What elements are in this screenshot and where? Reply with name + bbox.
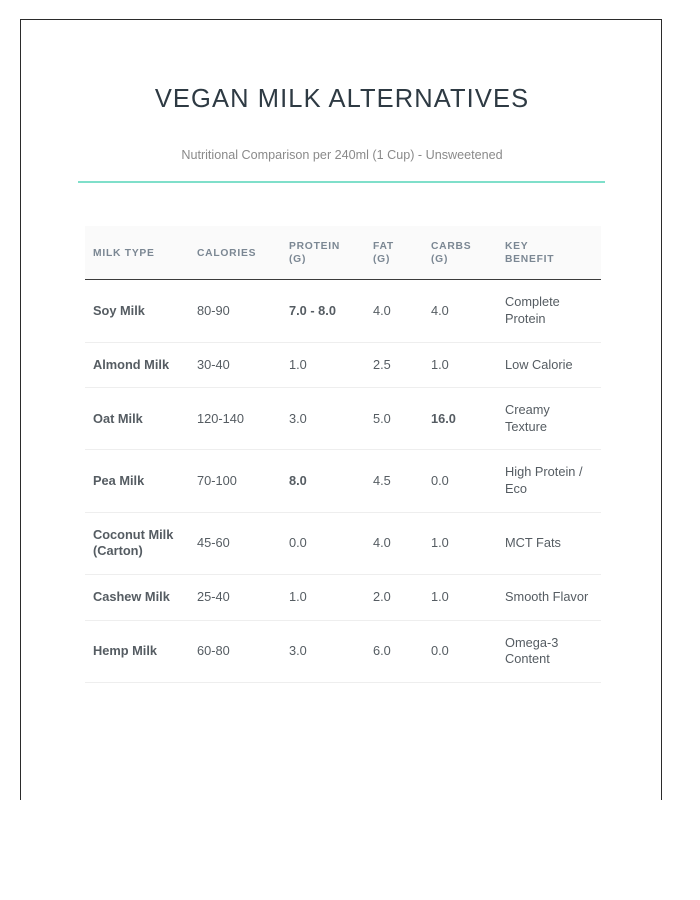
cell-fat: 4.0 [365, 280, 423, 342]
cell-milk-type: Oat Milk [85, 388, 189, 450]
cell-protein: 0.0 [281, 512, 365, 574]
cell-calories: 60-80 [189, 620, 281, 682]
cell-calories: 80-90 [189, 280, 281, 342]
cell-calories: 45-60 [189, 512, 281, 574]
cell-milk-type: Hemp Milk [85, 620, 189, 682]
cell-protein: 3.0 [281, 620, 365, 682]
table-row [85, 512, 601, 574]
cell-carbs: 16.0 [423, 388, 497, 450]
column-header-key-benefit [497, 226, 601, 280]
cell-milk-type: Soy Milk [85, 280, 189, 342]
column-header-calories: CALORIES [189, 226, 281, 280]
column-header-milk-type: MILK TYPE [85, 226, 189, 280]
cell-key-benefit: MCT Fats [497, 512, 601, 574]
table-body [85, 280, 601, 683]
cell-calories: 120-140 [189, 388, 281, 450]
page-title: VEGAN MILK ALTERNATIVES [154, 85, 530, 113]
cell-milk-type: Cashew Milk [85, 574, 189, 620]
column-header-unit: (G) [289, 254, 307, 266]
table-row [85, 388, 601, 450]
cell-protein: 8.0 [281, 450, 365, 512]
cell-fat: 2.5 [365, 342, 423, 388]
table-row [85, 450, 601, 512]
table-header-row [85, 226, 601, 280]
cell-protein: 3.0 [281, 388, 365, 450]
table-header [85, 226, 601, 280]
cell-carbs: 4.0 [423, 280, 497, 342]
table-row [85, 280, 601, 342]
cell-milk-type: Coconut Milk (Carton) [85, 512, 189, 574]
cell-milk-type: Pea Milk [85, 450, 189, 512]
cell-key-benefit: Low Calorie [497, 342, 601, 388]
cell-key-benefit: High Protein / Eco [497, 450, 601, 512]
column-header-unit: BENEFIT [505, 254, 555, 266]
cell-key-benefit: Omega-3 Content [497, 620, 601, 682]
cell-calories: 70-100 [189, 450, 281, 512]
cell-key-benefit: Smooth Flavor [497, 574, 601, 620]
cell-carbs: 1.0 [423, 342, 497, 388]
column-header-line: KEY [505, 241, 529, 252]
cell-carbs: 1.0 [423, 512, 497, 574]
page-subtitle: Nutritional Comparison per 240ml (1 Cup) - Unsweetened [181, 148, 503, 162]
cell-fat: 4.0 [365, 512, 423, 574]
column-header-carbs [423, 226, 497, 280]
cell-fat: 4.5 [365, 450, 423, 512]
document-body [21, 20, 663, 801]
table-row [85, 342, 601, 388]
column-header-line: PROTEIN [289, 241, 341, 252]
accent-divider [78, 181, 605, 183]
cell-fat: 2.0 [365, 574, 423, 620]
cell-calories: 25-40 [189, 574, 281, 620]
cell-carbs: 0.0 [423, 620, 497, 682]
column-header-unit: (G) [373, 254, 391, 266]
table-row [85, 574, 601, 620]
cell-protein: 7.0 - 8.0 [281, 280, 365, 342]
column-header-line: FAT [373, 241, 394, 252]
cell-key-benefit: Complete Protein [497, 280, 601, 342]
cell-carbs: 1.0 [423, 574, 497, 620]
column-header-protein [281, 226, 365, 280]
column-header-line: CARBS [431, 241, 472, 252]
column-header-unit: (G) [431, 254, 449, 266]
nutrition-comparison-table [85, 226, 601, 683]
cell-fat: 5.0 [365, 388, 423, 450]
table-row [85, 620, 601, 682]
document-page-frame [20, 19, 662, 800]
cell-protein: 1.0 [281, 574, 365, 620]
cell-carbs: 0.0 [423, 450, 497, 512]
cell-fat: 6.0 [365, 620, 423, 682]
cell-calories: 30-40 [189, 342, 281, 388]
cell-key-benefit: Creamy Texture [497, 388, 601, 450]
cell-protein: 1.0 [281, 342, 365, 388]
column-header-fat [365, 226, 423, 280]
cell-milk-type: Almond Milk [85, 342, 189, 388]
